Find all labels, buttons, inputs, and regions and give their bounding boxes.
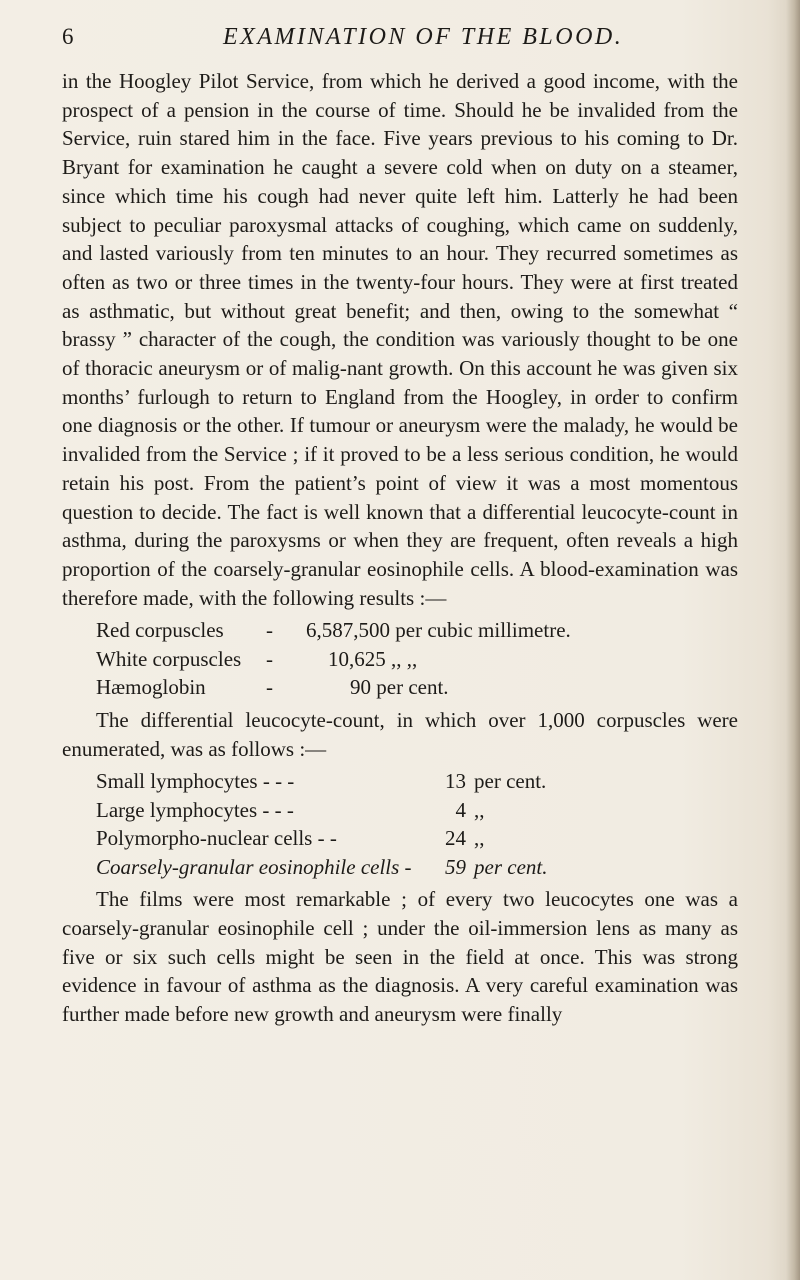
count-unit: per cent. [474,769,547,794]
running-head: EXAMINATION OF THE BLOOD. [223,24,624,50]
result-value: 90 per cent. [350,675,449,700]
count-row [96,824,547,853]
count-unit: ,, [474,826,485,851]
result-row [96,673,571,702]
count-row [96,796,547,825]
count-label: Polymorpho-nuclear cells - - [96,826,337,851]
count-row [96,853,547,882]
body-text [62,67,738,1029]
paragraph-3: The films were most remarkable ; of every two leucocytes one was a coarsely-granular eosinophile cell ; under the oil-immersion lens as many as five or six such cells might be seen in the field at once. This was strong evidence in favour of asthma as the diagnosis. A very careful examination was further made before new growth and aneurysm were finally [62,887,738,1027]
differential-count-table [96,767,547,881]
count-unit: ,, [474,797,485,822]
count-label: Small lymphocytes - - - [96,769,295,794]
result-label: White corpuscles [96,646,242,671]
page-header [48,18,748,54]
result-value: 6,587,500 per cubic millimetre. [306,618,571,643]
paragraph-1: in the Hoogley Pilot Service, from which he derived a good income, with the prospect of a pension in the course of time. Should he be invalided from the Service, ruin stared him in the face. Five years previous to his coming to Dr. Bryant for examination he caught a severe cold when on duty on a steamer, since which time his cough had never quite left him. Latterly he had been subject to peculiar paroxysmal attacks of coughing, which came on suddenly, and lasted variously from ten minutes to an hour. They recurred sometimes as often as two or three times in the twenty-four hours. They were at first treated as asthmatic, but without great benefit; and then, owing to the somewhat “ brassy ” character of the cough, the condition was variously thought to be one of thoracic aneurysm or of malig-nant growth. On this account he was given six months’ furlough to return to England from the Hoogley, in order to confirm one diagnosis or the other. If tumour or aneurysm were the malady, he would be invalided from the Service ; if it proved to be a less serious condition, he would retain his post. From the patient’s point of view it was a most momentous question to decide. The fact is well known that a differential leucocyte-count in asthma, during the paroxysms or when they are frequent, often reveals a high proportion of the coarsely-granular eosinophile cells. A blood-examination was therefore made, with the following results :— [62,69,738,610]
result-dash: - [266,646,273,671]
result-row [96,616,571,645]
count-label: Coarsely-granular eosinophile cells - [96,854,412,879]
result-label: Hæmoglobin [96,675,206,700]
count-value: 24 [445,826,466,851]
count-value: 4 [455,797,466,822]
result-value: 10,625 ,, ,, [328,646,418,671]
page-number: 6 [62,24,74,49]
count-value: 59 [445,854,466,879]
result-row [96,645,571,674]
result-label: Red corpuscles [96,618,224,643]
count-row [96,767,547,796]
count-value: 13 [445,769,466,794]
blood-results-table [96,616,571,702]
count-unit: per cent. [474,854,548,879]
paragraph-2: The differential leucocyte-count, in which over 1,000 corpuscles were enumerated, was as follows :— [62,707,738,761]
page-edge-shadow [786,0,800,1280]
result-dash: - [266,618,273,643]
count-label: Large lymphocytes - - - [96,797,294,822]
result-dash: - [266,675,273,700]
